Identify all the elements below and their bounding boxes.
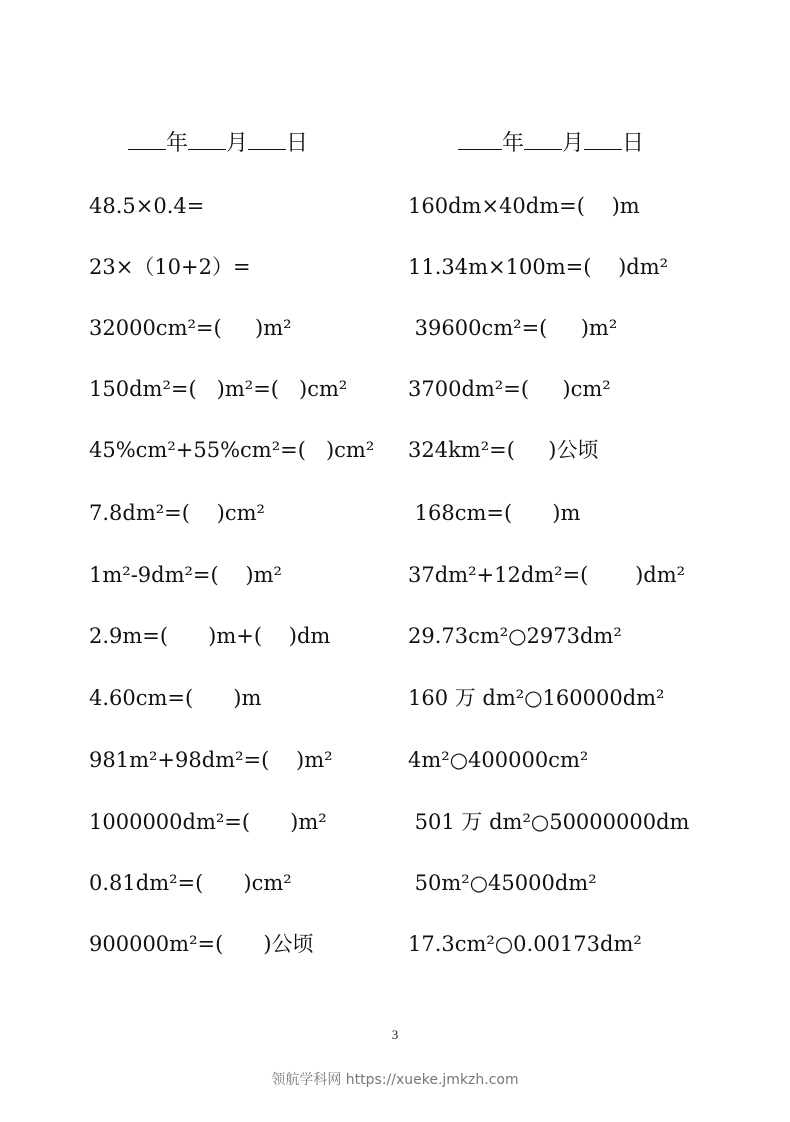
problem: 39600cm²=( )m² (408, 316, 618, 340)
problem: 900000m²=( )公顷 (89, 932, 314, 956)
problem: 7.8dm²=( )cm² (89, 501, 265, 525)
problem: 981m²+98dm²=( )m² (89, 748, 333, 772)
problem: 160dm×40dm=( )m (408, 194, 640, 218)
problem: 32000cm²=( )m² (89, 316, 292, 340)
footer-watermark: 领航学科网 https://xueke.jmkzh.com (271, 1072, 519, 1088)
problem: 23×（10+2）= (89, 255, 251, 279)
problem: 4.60cm=( )m (89, 686, 262, 710)
problem: 168cm=( )m (408, 501, 581, 525)
month-label: 月 (562, 131, 585, 156)
problem: 150dm²=( )m²=( )cm² (89, 377, 348, 401)
page-number: 3 (391, 1027, 399, 1042)
problem: 50m²○45000dm² (408, 871, 597, 895)
day-blank (584, 127, 622, 150)
problem: 11.34m×100m=( )dm² (408, 255, 669, 279)
problem: 501 万 dm²○50000000dm (408, 810, 690, 834)
problem: 0.81dm²=( )cm² (89, 871, 292, 895)
problem: 4m²○400000cm² (408, 748, 589, 772)
problem: 29.73cm²○2973dm² (408, 624, 622, 648)
date-header-left (128, 127, 308, 159)
problem: 160 万 dm²○160000dm² (408, 686, 665, 710)
problem: 2.9m=( )m+( )dm (89, 624, 331, 648)
year-label: 年 (166, 131, 189, 156)
problem: 1000000dm²=( )m² (89, 810, 327, 834)
problem: 37dm²+12dm²=( )dm² (408, 563, 686, 587)
month-label: 月 (226, 131, 249, 156)
year-blank (128, 127, 166, 150)
month-blank (188, 127, 226, 150)
problem: 1m²-9dm²=( )m² (89, 563, 282, 587)
problem: 48.5×0.4= (89, 194, 205, 218)
problem: 324km²=( )公顷 (408, 438, 599, 462)
day-blank (248, 127, 286, 150)
day-label: 日 (622, 131, 645, 156)
problem: 45%cm²+55%cm²=( )cm² (89, 438, 375, 462)
problem: 17.3cm²○0.00173dm² (408, 932, 642, 956)
date-header-right (458, 127, 644, 159)
month-blank (524, 127, 562, 150)
problem: 3700dm²=( )cm² (408, 377, 611, 401)
day-label: 日 (286, 131, 309, 156)
year-blank (458, 127, 502, 150)
year-label: 年 (502, 131, 525, 156)
